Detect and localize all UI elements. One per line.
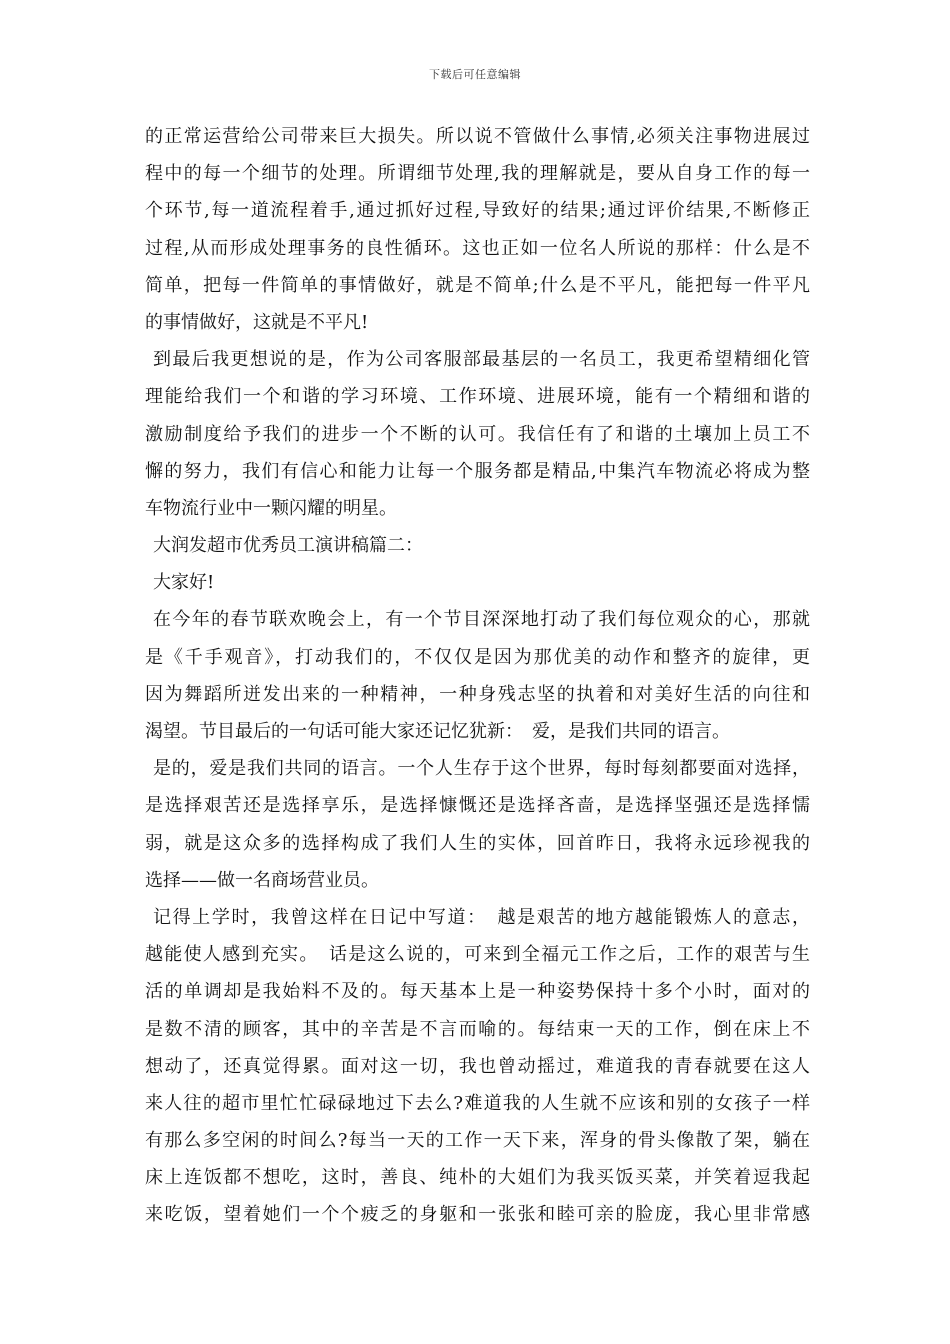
text-line: 因为舞蹈所迸发出来的一种精神，一种身残志坚的执着和对美好生活的向往和 — [145, 683, 810, 705]
document-body — [145, 118, 810, 1234]
page-header: 下载后可任意编辑 — [429, 68, 521, 81]
text-line: 激励制度给予我们的进步一个不断的认可。我信任有了和谐的土壤加上员工不 — [145, 423, 810, 445]
text-line: 的事情做好，这就是不平凡! — [145, 311, 369, 333]
text-line: 是的，爱是我们共同的语言。一个人生存于这个世界，每时每刻都要面对选择， — [153, 758, 810, 780]
text-line: 简单，把每一件简单的事情做好，就是不简单;什么是不平凡，能把每一件平凡 — [145, 274, 810, 296]
text-line: 是数不清的顾客，其中的辛苦是不言而喻的。每结束一天的工作，倒在床上不 — [145, 1018, 810, 1040]
text-line: 来人往的超市里忙忙碌碌地过下去么?难道我的人生就不应该和别的女孩子一样 — [145, 1092, 810, 1114]
text-line: 的正常运营给公司带来巨大损失。所以说不管做什么事情,必须关注事物进展过 — [145, 126, 810, 147]
text-line: 理能给我们一个和谐的学习环境、工作环境、进展环境，能有一个精细和谐的 — [145, 386, 810, 408]
text-line: 床上连饭都不想吃，这时，善良、纯朴的大姐们为我买饭买菜，并笑着逗我起 — [145, 1167, 810, 1189]
text-line: 是选择艰苦还是选择享乐，是选择慷慨还是选择吝啬，是选择坚强还是选择懦 — [145, 795, 810, 817]
text-line: 渴望。节目最后的一句话可能大家还记忆犹新： 爱，是我们共同的语言。 — [145, 721, 730, 742]
text-line: 弱，就是这众多的选择构成了我们人生的实体，回首昨日，我将永远珍视我的 — [145, 832, 810, 854]
text-line: 车物流行业中一颗闪耀的明星。 — [145, 497, 397, 519]
section-heading: 大润发超市优秀员工演讲稿篇二： — [153, 535, 423, 557]
text-line: 懈的努力，我们有信心和能力让每一个服务都是精品,中集汽车物流必将成为整 — [145, 460, 810, 482]
text-line: 越能使人感到充实。 话是这么说的，可来到全福元工作之后，工作的艰苦与生 — [145, 944, 810, 966]
text-line: 程中的每一个细节的处理。所谓细节处理,我的理解就是，要从自身工作的每一 — [145, 163, 810, 185]
text-line: 选择——做一名商场营业员。 — [145, 869, 379, 891]
text-line: 个环节,每一道流程着手,通过抓好过程,导致好的结果;通过评价结果,不断修正 — [145, 200, 810, 222]
text-line: 想动了，还真觉得累。面对这一切，我也曾动摇过，难道我的青春就要在这人 — [145, 1055, 810, 1077]
text-line: 在今年的春节联欢晚会上，有一个节目深深地打动了我们每位观众的心，那就 — [153, 609, 810, 631]
text-line: 来吃饭，望着她们一个个疲乏的身躯和一张张和睦可亲的脸庞，我心里非常感 — [145, 1204, 810, 1226]
text-line: 有那么多空闲的时间么?每当一天的工作一天下来，浑身的骨头像散了架，躺在 — [145, 1130, 810, 1152]
text-line: 活的单调却是我始料不及的。每天基本上是一种姿势保持十多个小时，面对的 — [145, 981, 810, 1003]
text-line: 记得上学时，我曾这样在日记中写道： 越是艰苦的地方越能锻炼人的意志， — [153, 906, 810, 928]
text-line: 是《千手观音》，打动我们的，不仅仅是因为那优美的动作和整齐的旋律，更 — [145, 646, 810, 668]
text-line: 过程,从而形成处理事务的良性循环。这也正如一位名人所说的那样：什么是不 — [145, 237, 810, 259]
text-line: 到最后我更想说的是，作为公司客服部最基层的一名员工，我更希望精细化管 — [153, 349, 810, 371]
text-line: 大家好! — [153, 572, 215, 594]
